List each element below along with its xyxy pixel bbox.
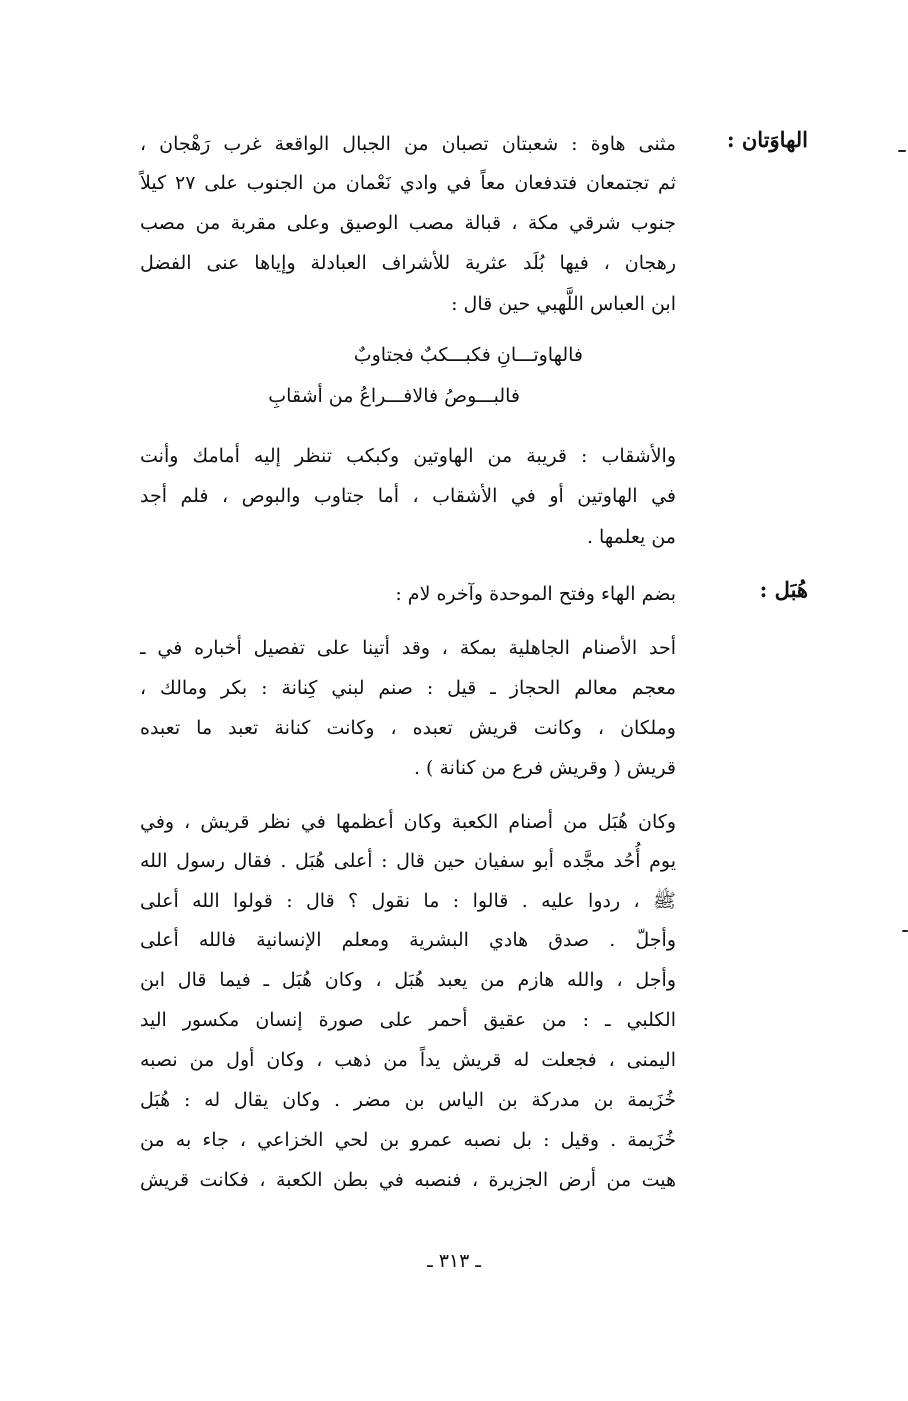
text-line: خُزَيمة بن مدركة بن الياس بن مضر . وكان يقال له : هُبَل — [140, 1089, 676, 1111]
text-line: جنوب شرقي مكة ، قبالة مصب الوصيق وعلى مقربة من مصب — [140, 212, 676, 234]
scan-mark — [898, 150, 906, 152]
text-line: ثم تجتمعان فتدفعان معاً في وادي نَعْمان من الجنوب على ٢٧ كيلاً — [140, 172, 676, 194]
text-line: مثنى هاوة : شعبتان تصبان من الجبال الواقعة غرب رَهْجان ، — [140, 133, 676, 155]
text-line: ابن العباس اللَّهبي حين قال : — [451, 293, 676, 315]
text-line: وأجل ، والله هازم من يعبد هُبَل ، وكان هُبَل ـ فيما قال ابن — [140, 969, 676, 991]
text-line: والأشقاب : قريبة من الهاوتين وكبكب تنظر إليه أمامك وأنت — [140, 445, 676, 467]
entry-headword: هُبَل : — [759, 577, 808, 602]
text-line: الكلبي ـ : من عقيق أحمر على صورة إنسان مكسور اليد — [140, 1009, 676, 1031]
text-line: بضم الهاء وفتح الموحدة وآخره لام : — [395, 583, 676, 605]
entry-headword: الهاوَتان : — [726, 127, 808, 152]
text-line: وملكان ، وكانت قريش تعبده ، وكانت كنانة تعبد ما تعبده — [140, 717, 676, 739]
page-number: ـ ٣١٣ ـ — [427, 1250, 481, 1272]
text-line: هيت من أرض الجزيرة ، فنصبه في بطن الكعبة ، فكانت قريش — [140, 1169, 676, 1191]
text-line: في الهاوتين أو في الأشقاب ، أما جتاوب والبوص ، فلم أجد — [140, 485, 676, 507]
text-line: يوم أُحُد مجَّده أبو سفيان حين قال : أعلى هُبَل . فقال رسول الله — [140, 850, 676, 872]
text-line: وكان هُبَل من أصنام الكعبة وكان أعظمها في نظر قريش ، وفي — [140, 811, 676, 833]
text-line: رهجان ، فيها بُلَد عثرية للأشراف العبادلة وإياها عنى الفضل — [140, 252, 676, 274]
text-line: وأجلّ . صدق هادي البشرية ومعلم الإنسانية فالله أعلى — [140, 929, 676, 951]
text-line: من يعلمها . — [586, 526, 676, 548]
text-line: قريش ( وقريش فرع من كنانة ) . — [413, 757, 676, 779]
text-line: أحد الأصنام الجاهلية بمكة ، وقد أتينا على تفصيل أخباره في ـ — [140, 637, 676, 659]
verse-line: فالبـــوصُ فالافـــراعُ من أشقابِ — [268, 385, 520, 407]
text-line: معجم معالم الحجاز ـ قيل : صنم لبني كِنانة : بكر ومالك ، — [140, 677, 676, 699]
text-line: ﷺ ، ردوا عليه . قالوا : ما نقول ؟ قال : قولوا الله أعلى — [140, 890, 676, 912]
verse-line: فالهاوتـــانِ فكبـــكبٌ فجتاوبٌ — [353, 344, 583, 366]
text-line: خُزَيمة . وقيل : بل نصبه عمرو بن لحي الخزاعي ، جاء به من — [140, 1129, 676, 1151]
scan-mark — [902, 930, 908, 932]
text-line: اليمنى ، فجعلت له قريش يداً من ذهب ، وكان أول من نصبه — [140, 1049, 676, 1071]
